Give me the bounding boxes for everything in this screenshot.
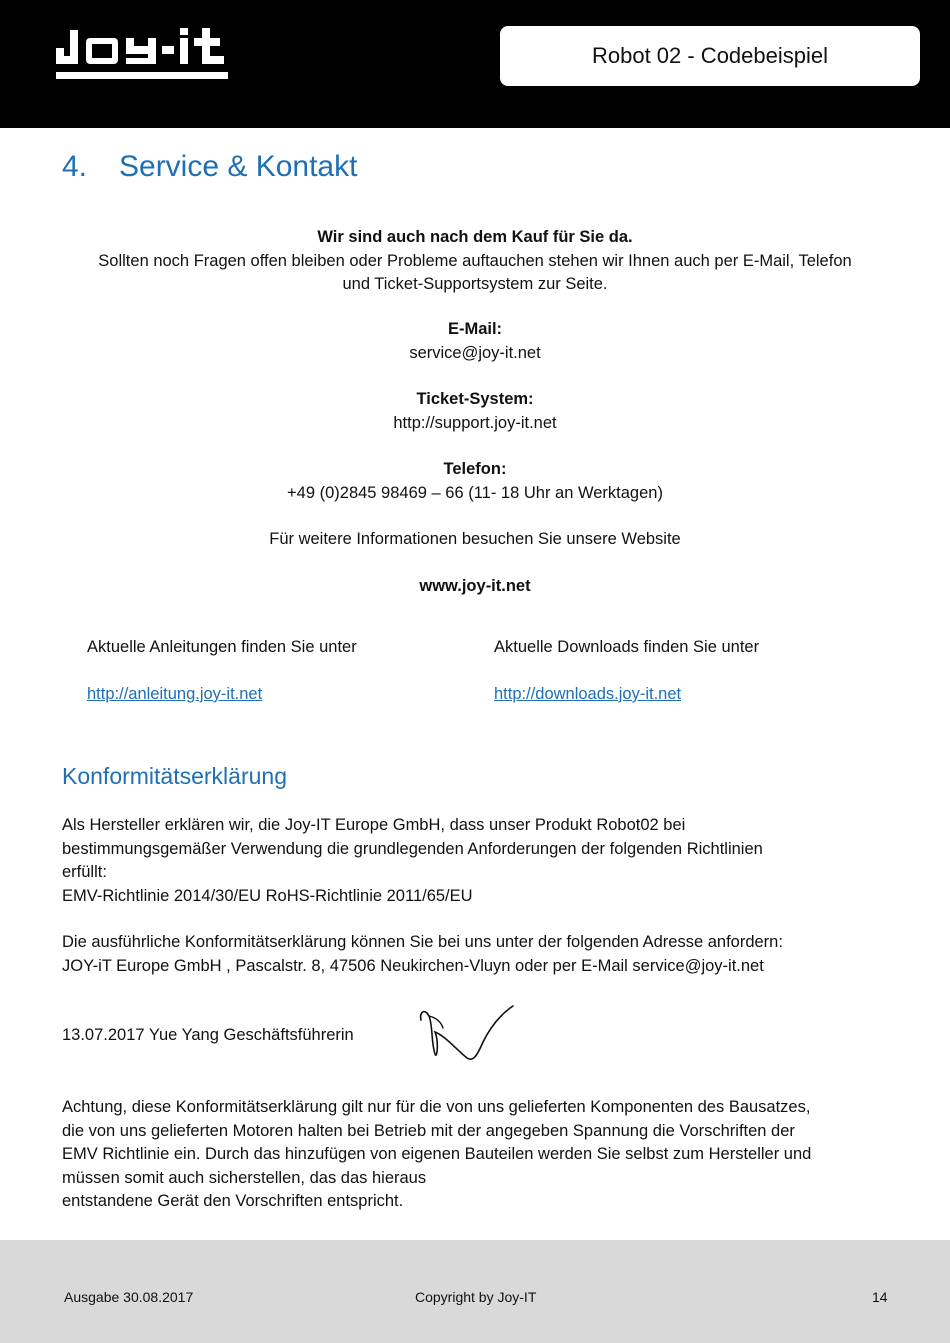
paragraph-line: Die ausführliche Konformitätserklärung können Sie bei uns unter der folgenden Adresse anfordern: bbox=[62, 933, 783, 951]
intro-line: Sollten noch Fragen offen bleiben oder Probleme auftauchen stehen wir Ihnen auch per E-Mail, Telefon bbox=[98, 251, 852, 270]
ticket-block bbox=[60, 388, 890, 435]
paragraph-line: bestimmungsgemäßer Verwendung die grundlegenden Anforderungen der folgenden Richtlinien bbox=[62, 839, 763, 858]
intro-line: und Ticket-Supportsystem zur Seite. bbox=[342, 275, 608, 293]
section-heading bbox=[62, 150, 357, 184]
anleitung-link[interactable]: http://anleitung.joy-it.net bbox=[87, 685, 263, 703]
downloads-link[interactable]: http://downloads.joy-it.net bbox=[494, 685, 682, 703]
phone-block bbox=[60, 458, 890, 505]
email-label: E-Mail: bbox=[447, 320, 503, 338]
conformity-paragraph bbox=[62, 814, 882, 908]
paragraph-line: die von uns gelieferten Motoren halten bei Betrieb mit der angegeben Spannung die Vorschriften der bbox=[62, 1121, 795, 1140]
signature-line: 13.07.2017 Yue Yang Geschäftsführerin bbox=[62, 1026, 354, 1044]
phone-label: Telefon: bbox=[443, 460, 507, 478]
ticket-value[interactable]: http://support.joy-it.net bbox=[393, 413, 557, 432]
paragraph-line: Als Hersteller erklären wir, die Joy-IT Europe GmbH, dass unser Produkt Robot02 bei bbox=[62, 816, 686, 834]
paragraph-line: erfüllt: bbox=[62, 863, 107, 881]
paragraph-line: müssen somit auch sicherstellen, das das hieraus bbox=[62, 1168, 427, 1187]
conformity-heading: Konformitätserklärung bbox=[62, 763, 287, 789]
paragraph-line: entstandene Gerät den Vorschriften entspricht. bbox=[62, 1192, 404, 1210]
website-text: Für weitere Informationen besuchen Sie unsere Website bbox=[269, 530, 681, 548]
section-title: Service & Kontakt bbox=[119, 150, 358, 183]
page-footer bbox=[0, 1240, 950, 1343]
paragraph-line: JOY-iT Europe GmbH , Pascalstr. 8, 47506 Neukirchen-Vluyn oder per E-Mail service@joy-it.net bbox=[62, 956, 764, 975]
paragraph-line: Achtung, diese Konformitätserklärung gilt nur für die von uns gelieferten Komponenten des Bausatzes, bbox=[62, 1098, 811, 1116]
anleitungen-text: Aktuelle Anleitungen finden Sie unter bbox=[87, 638, 357, 656]
intro-bold-line: Wir sind auch nach dem Kauf für Sie da. bbox=[317, 228, 633, 246]
page-header bbox=[0, 0, 950, 128]
section-number: 4. bbox=[62, 150, 88, 183]
address-paragraph bbox=[62, 931, 882, 978]
footer-copyright: Copyright by Joy-IT bbox=[415, 1289, 537, 1305]
intro-block bbox=[60, 226, 890, 297]
page-number: 14 bbox=[872, 1289, 888, 1305]
phone-value: +49 (0)2845 98469 – 66 (11- 18 Uhr an Werktagen) bbox=[287, 483, 663, 502]
joy-it-logo bbox=[56, 24, 236, 84]
ticket-label: Ticket-System: bbox=[416, 390, 534, 408]
signature-image bbox=[415, 1002, 520, 1064]
email-block bbox=[60, 318, 890, 365]
document-title: Robot 02 - Codebeispiel bbox=[500, 26, 920, 86]
paragraph-line: EMV-Richtlinie 2014/30/EU RoHS-Richtlinie 2011/65/EU bbox=[62, 886, 473, 905]
website-url[interactable]: www.joy-it.net bbox=[419, 577, 531, 595]
downloads-text: Aktuelle Downloads finden Sie unter bbox=[494, 638, 760, 656]
email-value[interactable]: service@joy-it.net bbox=[409, 343, 541, 362]
footer-edition: Ausgabe 30.08.2017 bbox=[64, 1289, 194, 1305]
note-paragraph bbox=[62, 1096, 882, 1214]
paragraph-line: EMV Richtlinie ein. Durch das hinzufügen von eigenen Bauteilen werden Sie selbst zum Hersteller und bbox=[62, 1145, 812, 1163]
